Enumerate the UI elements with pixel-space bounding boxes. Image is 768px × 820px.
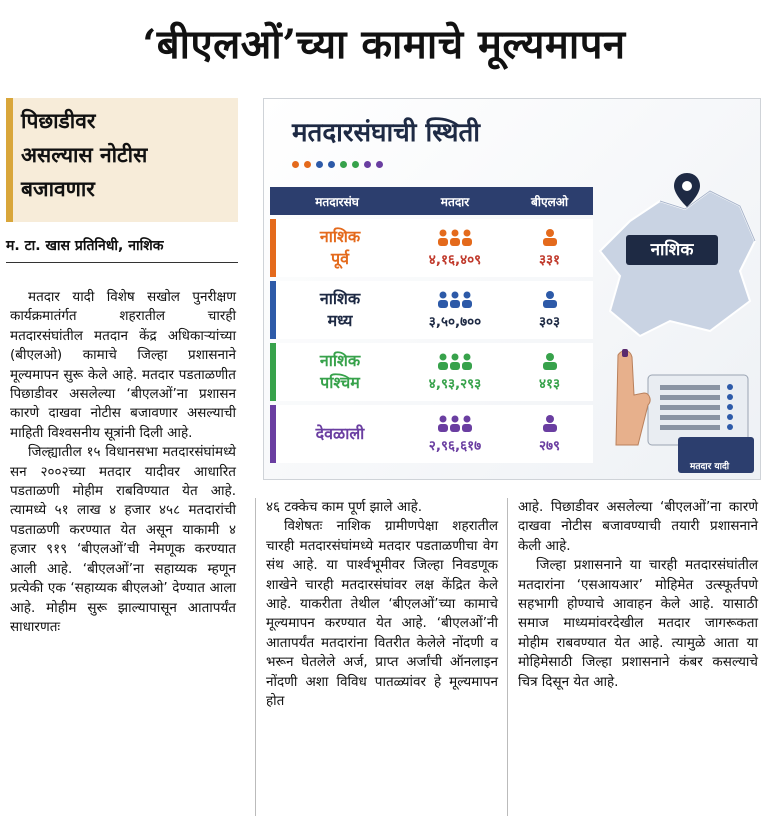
- voters-count: ४,९३,२९३: [428, 376, 482, 392]
- paragraph: जिल्ह्यातील १५ विधानसभा मतदारसंघांमध्ये सन २००२च्या मतदार यादीवर आधारित पडताळणी मोहीम राबविण्यात येत आहे. त्यामध्ये ५१ लाख ४ हजार ४५८ मतदारांची पडताळणी करण्यात येत असून याकामी ४ हजार ९१९ ‘बीएलओं’ची नेमणूक करण्यात आली आहे. ‘बीएलओं’ना सहाय्यक म्हणून प्रत्येकी एक ‘सहाय्यक बीएलओ’ देण्यात आला आहे. मोहीम सुरू झाल्यापासून आतापर्यंत साधारणतः: [10, 444, 236, 635]
- dot: [340, 161, 347, 168]
- paragraph: मतदार यादी विशेष सखोल पुनरीक्षण कार्यक्रमातंर्गत शहरातील चारही मतदारसंघांतील मतदान केंद्र अधिकाऱ्यांच्या (बीएलओ) कामाचे जिल्हा प्रशासनाने मूल्यमापन सुरू केले आहे. मतदार पडताळणीत पिछाडीवर असलेल्या ‘बीएलओं’ना प्रशासन कारणे दाखवा नोटीस बजावणार असल्याची माहिती विश्वसनीय सूत्रांनी दिली आहे.: [10, 289, 236, 441]
- blo-cell: [506, 219, 593, 277]
- constituency-name-line-2: पूर्व: [331, 249, 349, 268]
- constituency-name: [270, 219, 404, 277]
- official-person-icon: [530, 414, 570, 432]
- constituency-name-line-2: पश्चिम: [320, 373, 360, 392]
- dot: [304, 161, 311, 168]
- article-column-3: [518, 498, 758, 692]
- people-group-icon: [435, 228, 475, 246]
- blo-count: ३०३: [538, 314, 561, 330]
- location-pin-icon: [674, 173, 700, 207]
- blo-count: २७९: [538, 438, 561, 454]
- voters-cell: [404, 281, 506, 339]
- kicker-box: [6, 98, 238, 222]
- dot: [352, 161, 359, 168]
- paragraph: ४६ टक्केच काम पूर्ण झाले आहे.: [266, 499, 423, 515]
- constituency-name: [270, 405, 404, 463]
- constituency-infographic: [263, 98, 761, 480]
- voters-count: ४,१६,४०९: [428, 252, 482, 268]
- column-divider: [255, 498, 256, 816]
- constituency-name-line-1: नाशिक: [319, 227, 361, 246]
- table-row: [270, 219, 593, 277]
- column-divider: [507, 498, 508, 816]
- dot: [364, 161, 371, 168]
- people-group-icon: [435, 290, 475, 308]
- headline: ‘बीएलओं’च्या कामाचे मूल्यमापन: [142, 21, 626, 68]
- dot: [316, 161, 323, 168]
- constituency-name-line-1: नाशिक: [319, 351, 361, 370]
- byline-divider: [6, 262, 238, 263]
- voting-machine-icon: [608, 335, 758, 475]
- voters-cell: [404, 405, 506, 463]
- dot: [328, 161, 335, 168]
- blo-cell: [506, 343, 593, 401]
- voters-cell: [404, 219, 506, 277]
- table-row: [270, 405, 593, 463]
- dot: [292, 161, 299, 168]
- paragraph: आहे. पिछाडीवर असलेल्या ‘बीएलओं’ना कारणे दाखवा नोटीस बजावण्याची तयारी प्रशासनाने केली आहे.: [518, 499, 758, 554]
- column-header-constituency: मतदारसंघ: [270, 187, 404, 215]
- voters-count: ३,५०,७००: [428, 314, 482, 330]
- official-person-icon: [530, 228, 570, 246]
- paragraph: जिल्हा प्रशासनाने या चारही मतदारसंघांतील मतदारांना ‘एसआयआर’ मोहिमेत उत्स्फूर्तपणे सहभागी होण्याचे आवाहन केले आहे. यासाठी समाज माध्यमांवरदेखील मतदार जागरूकता मोहीम राबवण्यात येत आहे. त्यामुळे आता या मोहिमेसाठी जिल्हा प्रशासनाने कंबर कसल्याचे चित्र दिसून येत आहे.: [518, 557, 758, 690]
- blo-cell: [506, 405, 593, 463]
- kicker-line-2: असल्यास नोटीस: [21, 143, 148, 167]
- official-person-icon: [530, 352, 570, 370]
- voter-list-label: मतदार यादी: [690, 462, 730, 472]
- decorative-dots: [292, 161, 383, 169]
- constituency-name: [270, 281, 404, 339]
- kicker-line-3: बजावणार: [21, 177, 95, 201]
- constituency-table: [270, 183, 593, 467]
- article-column-1: [10, 288, 236, 637]
- byline: म. टा. खास प्रतिनिधी, नाशिक: [6, 238, 164, 254]
- dot: [376, 161, 383, 168]
- table-row: [270, 281, 593, 339]
- paragraph: विशेषतः नाशिक ग्रामीणपेक्षा शहरातील चारही मतदारसंघांमध्ये मतदार पडताळणीचा वेग संथ आहे. या पार्श्वभूमीवर जिल्हा निवडणूक शाखेने चारही मतदारसंघांवर लक्ष केंद्रित केले आहे. याकरीता तेथील ‘बीएलओं’च्या कामाचे मूल्यमापन करण्यात येत आहे. ‘बीएलओं’नी आतापर्यंत मतदारांना वितरीत केलेले नोंदणी व भरून घेतलेले अर्ज, प्राप्त अर्जांची ऑनलाइन नोंदणी अशा विविध पातळ्यांवर हे मूल्यमापन होत: [266, 518, 498, 710]
- people-group-icon: [435, 352, 475, 370]
- blo-count: ४१३: [538, 376, 561, 392]
- constituency-name-line-2: मध्य: [327, 311, 353, 330]
- official-person-icon: [530, 290, 570, 308]
- map-label: नाशिक: [626, 235, 718, 265]
- column-header-voters: मतदार: [404, 187, 506, 215]
- column-header-blo: बीएलओ: [506, 187, 593, 215]
- article-column-2: [266, 498, 498, 711]
- blo-cell: [506, 281, 593, 339]
- constituency-name: [270, 343, 404, 401]
- blo-count: ३३१: [538, 252, 561, 268]
- constituency-name-line-1: नाशिक: [319, 289, 361, 308]
- people-group-icon: [435, 414, 475, 432]
- kicker-line-1: पिछाडीवर: [21, 109, 96, 133]
- table-row: [270, 343, 593, 401]
- voters-cell: [404, 343, 506, 401]
- constituency-name-line-1: देवळाली: [315, 424, 365, 443]
- voters-count: २,९६,६१७: [428, 438, 482, 454]
- infographic-title: मतदारसंघाची स्थिती: [292, 118, 481, 148]
